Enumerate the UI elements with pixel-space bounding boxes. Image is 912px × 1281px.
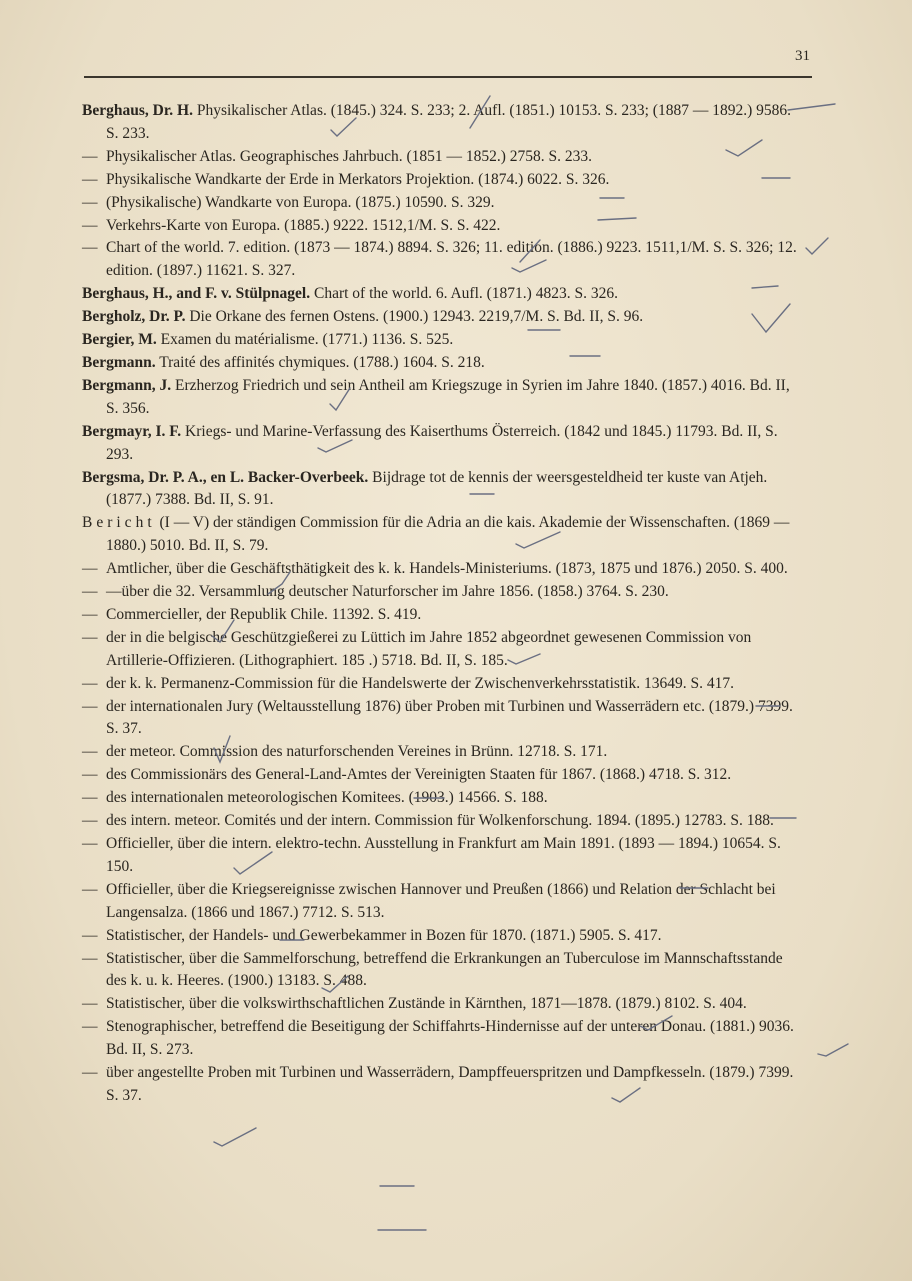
- entry-dash: —: [82, 674, 98, 692]
- list-item: [82, 627, 804, 673]
- entry-text: Officieller, über die Kriegsereignisse zwischen Hannover und Preußen (1866) und Relation der Schlacht bei Langensalza. (1866 und 1867.) 7712. S. 513.: [106, 880, 776, 921]
- entry-text: Stenographischer, betreffend die Beseitigung der Schiffahrts-Hindernisse auf der unteren Donau. (1881.) 9036. Bd. II, S. 273.: [106, 1018, 794, 1059]
- entry-dash: —: [82, 147, 98, 165]
- list-item: [82, 879, 804, 925]
- entry-text: der in die belgische Geschützgießerei zu Lüttich im Jahre 1852 abgeordnet gewesenen Commission von Artillerie-Offizieren. (Lithographiert. 185 .) 5718. Bd. II, S. 185.: [106, 628, 752, 669]
- entry-text: Statistischer, der Handels- und Gewerbekammer in Bozen für 1870. (1871.) 5905. S. 417.: [106, 926, 662, 944]
- entry-dash: —: [82, 697, 98, 715]
- entry-author: Bergmann, J.: [82, 376, 172, 394]
- entry-text: der meteor. Commission des naturforschenden Vereines in Brünn. 12718. S. 171.: [106, 743, 608, 761]
- list-item: [82, 925, 804, 948]
- list-item: [82, 283, 804, 306]
- page-number: 31: [795, 48, 810, 64]
- entry-text: der k. k. Permanenz-Commission für die Handelswerte der Zwischenverkehrsstatistik. 13649. S. 417.: [106, 674, 735, 692]
- list-item: [82, 215, 804, 238]
- list-item: [82, 673, 804, 696]
- entry-author: Bergmayr, I. F.: [82, 422, 182, 440]
- list-item: [82, 352, 804, 375]
- entry-author: Bergsma, Dr. P. A., en L. Backer-Overbeek.: [82, 468, 369, 486]
- entry-dash: —: [82, 880, 98, 898]
- list-item: [82, 810, 804, 833]
- entry-text: des internationalen meteorologischen Komitees. (1903.) 14566. S. 188.: [106, 789, 548, 807]
- entry-subdash: —: [106, 583, 122, 601]
- list-item: [82, 581, 804, 604]
- entry-text: des Commissionärs des General-Land-Amtes der Vereinigten Staaten für 1867. (1868.) 4718. S. 312.: [106, 766, 732, 784]
- entry-dash: —: [82, 216, 98, 234]
- list-item: [82, 306, 804, 329]
- entry-text: Officieller, über die intern. elektro-techn. Ausstellung in Frankfurt am Main 1891. (1893 — 1894.) 10654. S. 150.: [106, 835, 781, 875]
- list-item: [82, 375, 804, 421]
- check-mark-icon: [818, 1044, 848, 1056]
- entry-text: Traité des affinités chymiques. (1788.) 1604. S. 218.: [155, 353, 485, 371]
- check-mark-icon: [806, 238, 828, 254]
- entry-text: Chart of the world. 7. edition. (1873 — 1874.) 8894. S. 326; 11. edition. (1886.) 9223. 1511,1/M. S. S. 326; 12. edition. (1897.) 11621. S. 327.: [106, 239, 797, 280]
- entry-text: über die 32. Versammlung deutscher Naturforscher im Jahre 1856. (1858.) 3764. S. 230.: [121, 583, 669, 601]
- entry-text: Bijdrage tot de kennis der weersgesteldheid ter kuste van Atjeh. (1877.) 7388. Bd. II, S. 91.: [106, 468, 768, 509]
- list-item: [82, 237, 804, 283]
- entry-dash: —: [82, 812, 98, 830]
- entry-dash: —: [82, 789, 98, 807]
- entry-dash: —: [82, 949, 98, 967]
- list-item: [82, 329, 804, 352]
- entry-dash: —: [82, 605, 98, 623]
- list-item: [82, 948, 804, 994]
- entry-text: des intern. meteor. Comités und der intern. Commission für Wolkenforschung. 1894. (1895.) 12783. S. 188.: [106, 812, 774, 830]
- entry-text: Statistischer, über die Sammelforschung, betreffend die Erkrankungen an Tuberculose im Mannschaftsstande des k. u. k. Heeres. (1900.) 13183. S. 488.: [106, 949, 783, 990]
- list-item: [82, 169, 804, 192]
- entry-text: Chart of the world. 6. Aufl. (1871.) 4823. S. 326.: [310, 285, 618, 303]
- list-item: [82, 993, 804, 1016]
- list-item: [82, 604, 804, 627]
- entry-text: (I — V) der ständigen Commission für die Adria an die kais. Akademie der Wissenschaften. (1869 — 1880.) 5010. Bd. II, S. 79.: [106, 514, 790, 555]
- list-item: [82, 741, 804, 764]
- entry-author: Bergier, M.: [82, 331, 157, 349]
- entry-dash: —: [82, 193, 98, 211]
- list-item: [82, 512, 804, 558]
- entry-text: Commercieller, der Republik Chile. 11392. S. 419.: [106, 605, 422, 623]
- entry-text: (Physikalische) Wandkarte von Europa. (1875.) 10590. S. 329.: [106, 193, 495, 211]
- list-item: [82, 467, 804, 513]
- check-mark-icon: [214, 1128, 256, 1146]
- entry-text: Kriegs- und Marine-Verfassung des Kaiserthums Österreich. (1842 und 1845.) 11793. Bd. II, S. 293.: [106, 422, 778, 463]
- entry-text: Verkehrs-Karte von Europa. (1885.) 9222. 1512,1/M. S. S. 422.: [106, 216, 501, 234]
- list-item: [82, 558, 804, 581]
- header-rule: [84, 76, 812, 78]
- entry-dash: —: [82, 995, 98, 1013]
- entry-author: Bergholz, Dr. P.: [82, 308, 186, 326]
- list-item: [82, 100, 804, 146]
- entry-text: Erzherzog Friedrich und sein Antheil am Kriegszuge in Syrien im Jahre 1840. (1857.) 4016. Bd. II, S. 356.: [106, 376, 790, 417]
- entry-text: über angestellte Proben mit Turbinen und Wasserrädern, Dampffeuerspritzen und Dampfkesseln. (1879.) 7399. S. 37.: [106, 1064, 794, 1104]
- entry-dash: —: [82, 743, 98, 761]
- entry-dash: —: [82, 766, 98, 784]
- list-item: [82, 833, 804, 879]
- entry-dash: —: [82, 926, 98, 944]
- entry-dash: —: [82, 170, 98, 188]
- entry-dash: —: [82, 560, 98, 578]
- entry-text: Die Orkane des fernen Ostens. (1900.) 12943. 2219,7/M. S. Bd. II, S. 96.: [185, 308, 644, 326]
- entry-author: Berghaus, H., and F. v. Stülpnagel.: [82, 285, 311, 303]
- entry-text: Statistischer, über die volkswirthschaftlichen Zustände in Kärnthen, 1871—1878. (1879.) 8102. S. 404.: [106, 995, 747, 1013]
- entry-keyword: Bericht: [82, 514, 156, 532]
- entry-author: Bergmann.: [82, 353, 156, 371]
- entry-dash: —: [82, 835, 98, 852]
- entry-dash: —: [82, 239, 98, 257]
- entry-text: Physikalischer Atlas. Geographisches Jahrbuch. (1851 — 1852.) 2758. S. 233.: [106, 147, 593, 165]
- list-item: [82, 1062, 804, 1108]
- list-item: [82, 146, 804, 169]
- entry-author: Berghaus, Dr. H.: [82, 102, 193, 119]
- entry-dash: —: [82, 1018, 98, 1036]
- list-item: [82, 192, 804, 215]
- entry-dash: —: [82, 583, 98, 601]
- entry-text: Amtlicher, über die Geschäftsthätigkeit des k. k. Handels-Ministeriums. (1873, 1875 und 1876.) 2050. S. 400.: [106, 560, 788, 578]
- list-item: [82, 764, 804, 787]
- list-item: [82, 787, 804, 810]
- list-item: [82, 1016, 804, 1062]
- entry-text: Examen du matérialisme. (1771.) 1136. S. 525.: [156, 331, 454, 349]
- list-item: [82, 696, 804, 742]
- entry-dash: —: [82, 1064, 98, 1082]
- entry-text: Physikalischer Atlas. (1845.) 324. S. 233; 2. Aufl. (1851.) 10153. S. 233; (1887 — 1892.) 9586. S. 233.: [106, 102, 791, 142]
- bibliography-list: [82, 100, 804, 1108]
- entry-text: der internationalen Jury (Weltausstellung 1876) über Proben mit Turbinen und Wasserrädern etc. (1879.) 7399. S. 37.: [106, 697, 793, 738]
- entry-text: Physikalische Wandkarte der Erde in Merkators Projektion. (1874.) 6022. S. 326.: [106, 170, 610, 188]
- entry-dash: —: [82, 628, 98, 646]
- list-item: [82, 421, 804, 467]
